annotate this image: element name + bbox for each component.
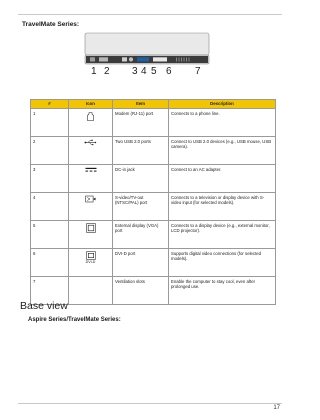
row-item: Ventilation slots [113, 277, 169, 305]
row-number: 3 [31, 165, 69, 193]
header-number: # [31, 100, 69, 109]
table-header-row [31, 100, 276, 109]
row-number: 1 [31, 109, 69, 137]
row-item: Two USB 2.0 ports [113, 137, 169, 165]
row-number: 4 [31, 193, 69, 221]
usb-icon [84, 139, 97, 146]
callout-1: 1 [91, 66, 97, 77]
dc-in-icon [85, 167, 97, 173]
table-row [31, 193, 276, 221]
row-icon-cell [69, 109, 113, 137]
ports-table [30, 99, 276, 305]
callout-3: 3 [132, 66, 138, 77]
row-number: 6 [31, 249, 69, 277]
table-row [31, 249, 276, 277]
row-description: Connects to a phone line. [169, 109, 276, 137]
dvi-caption: DVI-D [85, 259, 96, 264]
callout-5: 5 [151, 66, 157, 77]
table-row [31, 165, 276, 193]
row-icon-cell [69, 137, 113, 165]
page-number: 17 [273, 405, 280, 411]
row-number: 5 [31, 221, 69, 249]
row-icon-cell [69, 165, 113, 193]
row-description: Connects to a television or display device with S-video input (for selected models). [169, 193, 276, 221]
row-icon-cell [69, 193, 113, 221]
row-description: Enable the computer to stay cool, even after prolonged use. [169, 277, 276, 305]
callout-6: 6 [166, 66, 172, 77]
table-row [31, 109, 276, 137]
row-item: Modem (RJ-11) port [113, 109, 169, 137]
row-item: External display (VGA) port [113, 221, 169, 249]
header-item: Item [113, 100, 169, 109]
row-description: Connects to a display device (e.g., external monitor, LCD projector). [169, 221, 276, 249]
sub-heading: Aspire Series/TravelMate Series: [28, 317, 121, 323]
footer-rule [18, 403, 282, 404]
row-item: DC-in jack [113, 165, 169, 193]
row-item: S-video/TV-out (NTSC/PAL) port [113, 193, 169, 221]
header-description: Description [169, 100, 276, 109]
dvi-icon [86, 251, 96, 260]
s-video-icon [85, 195, 96, 203]
callout-7: 7 [195, 66, 201, 77]
row-icon-cell [69, 277, 113, 305]
phone-modem-icon [85, 111, 96, 122]
row-description: Connect to USB 2.0 devices (e.g., USB mouse, USB camera). [169, 137, 276, 165]
port-number-callouts [84, 66, 220, 80]
header-icon: Icon [69, 100, 113, 109]
table-row [31, 221, 276, 249]
series-heading: TravelMate Series: [22, 21, 80, 28]
row-icon-cell [69, 221, 113, 249]
row-number: 7 [31, 277, 69, 305]
row-icon-cell [69, 249, 113, 277]
header-rule [18, 14, 282, 15]
vga-icon [86, 223, 96, 233]
callout-2: 2 [104, 66, 110, 77]
callout-4: 4 [141, 66, 147, 77]
table-row [31, 137, 276, 165]
row-number: 2 [31, 137, 69, 165]
row-description: Connect to an AC adapter. [169, 165, 276, 193]
section-title: Base view [20, 300, 68, 312]
row-description: Supports digital video connections (for selected models). [169, 249, 276, 277]
row-item: DVI-D port [113, 249, 169, 277]
